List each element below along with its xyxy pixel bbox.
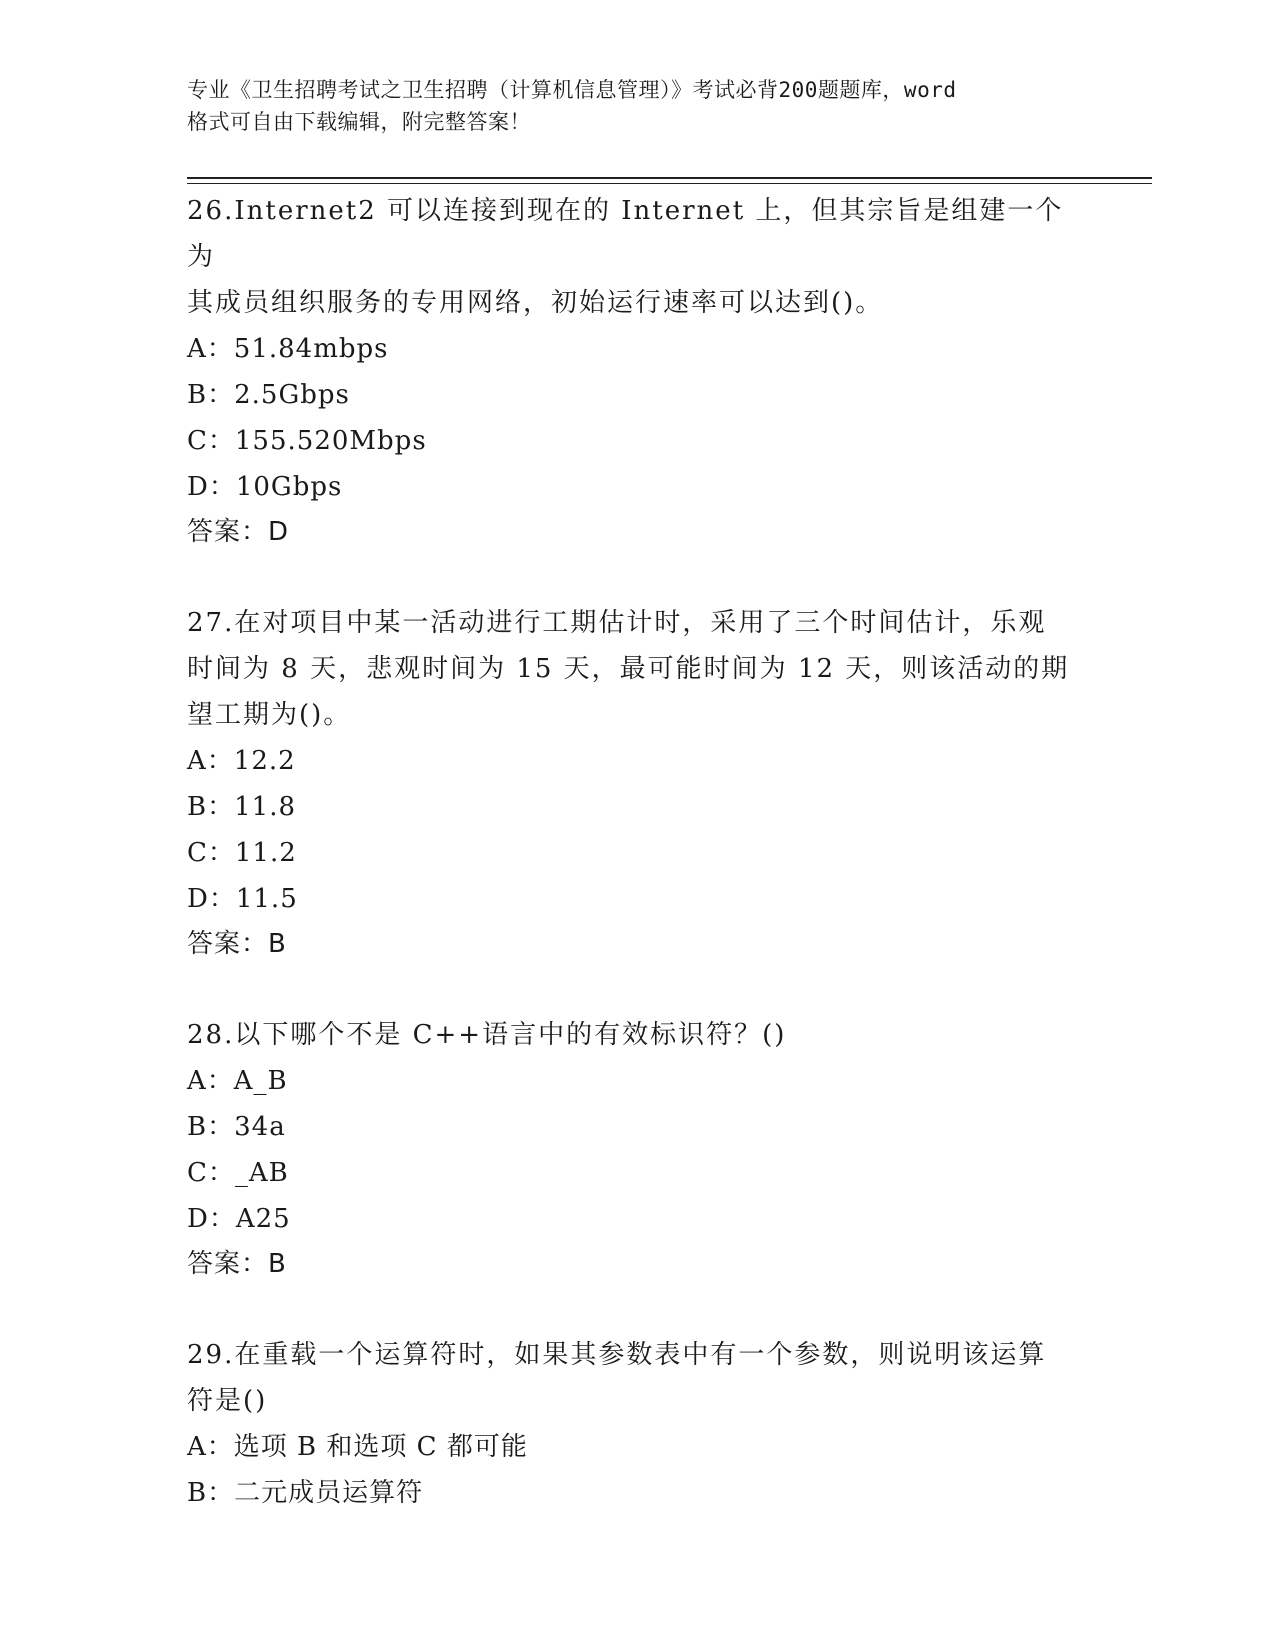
question-28 (187, 1012, 1087, 1286)
stem-line: 时间为 8 天，悲观时间为 15 天，最可能时间为 12 天，则该活动的期 (187, 654, 1070, 684)
document-header (187, 74, 1087, 138)
stem-line: 其成员组织服务的专用网络，初始运行速率可以达到()。 (187, 288, 884, 318)
option-a: A：A_B (187, 1066, 288, 1096)
header-line-2: 格式可自由下载编辑，附完整答案！ (187, 110, 531, 134)
question-27 (187, 600, 1087, 966)
option-d: D：A25 (187, 1204, 291, 1234)
stem-line: 26.Internet2 可以连接到现在的 Internet 上，但其宗旨是组建一个为 (187, 196, 1064, 272)
answer-line: 答案：B (187, 1249, 287, 1279)
option-c: C：_AB (187, 1158, 289, 1188)
option-c: C：11.2 (187, 838, 297, 868)
answer-line: 答案：B (187, 929, 287, 959)
header-line-1: 专业《卫生招聘考试之卫生招聘（计算机信息管理）》考试必背200题题库，word (187, 78, 957, 102)
option-a: A：选项 B 和选项 C 都可能 (187, 1432, 528, 1462)
option-b: B：11.8 (187, 792, 296, 822)
question-stem (187, 1332, 1087, 1424)
stem-line: 符是() (187, 1386, 268, 1416)
question-26 (187, 188, 1087, 554)
answer-line: 答案：D (187, 517, 290, 547)
option-a: A：12.2 (187, 746, 296, 776)
option-c: C：155.520Mbps (187, 426, 427, 456)
option-b: B：二元成员运算符 (187, 1478, 424, 1508)
question-stem (187, 1012, 1087, 1058)
stem-line: 28.以下哪个不是 C++语言中的有效标识符？() (187, 1020, 787, 1050)
header-divider-thin (187, 183, 1152, 184)
question-29 (187, 1332, 1087, 1516)
option-b: B：2.5Gbps (187, 380, 350, 410)
header-divider-thick (187, 177, 1152, 179)
option-d: D：10Gbps (187, 472, 343, 502)
question-list (187, 188, 1087, 1562)
option-d: D：11.5 (187, 884, 298, 914)
question-stem (187, 600, 1087, 738)
option-b: B：34a (187, 1112, 286, 1142)
stem-line: 望工期为()。 (187, 700, 352, 730)
question-stem (187, 188, 1087, 326)
stem-line: 29.在重载一个运算符时，如果其参数表中有一个参数，则说明该运算 (187, 1340, 1047, 1370)
stem-line: 27.在对项目中某一活动进行工期估计时，采用了三个时间估计，乐观 (187, 608, 1047, 638)
option-a: A：51.84mbps (187, 334, 389, 364)
